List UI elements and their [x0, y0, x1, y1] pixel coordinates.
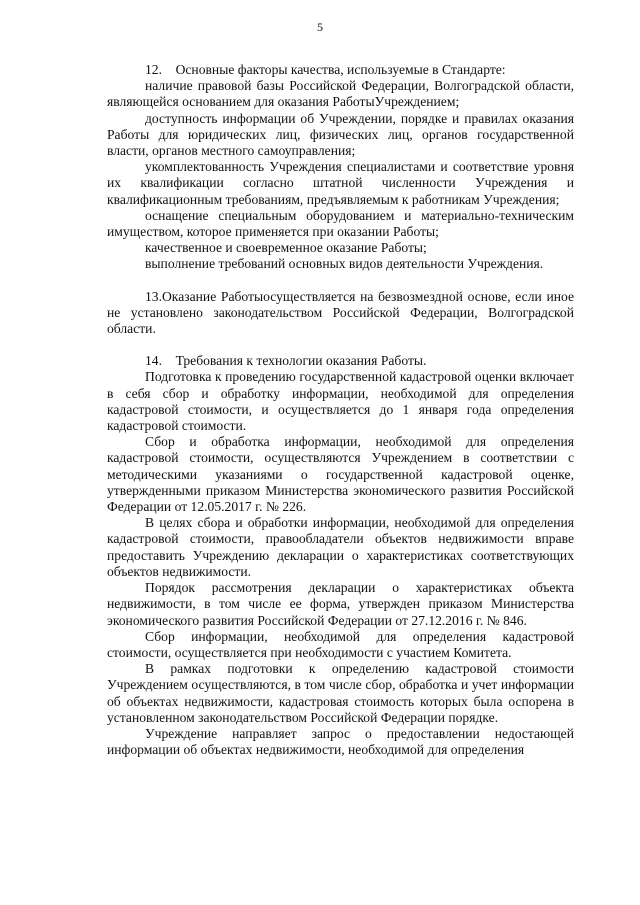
section-12-item: оснащение специальным оборудованием и материально-техническим имуществом, которое применяется при оказании Работы;	[107, 207, 574, 240]
page-number: 5	[317, 20, 323, 34]
section-12-heading: 12. Основные факторы качества, используемые в Стандарте:	[145, 62, 506, 77]
section-12-item: доступность информации об Учреждении, порядке и правилах оказания Работы для юридических лиц, физических лиц, органов государственной власти, органов местного самоуправления;	[107, 110, 574, 159]
section-14-paragraph: В целях сбора и обработки информации, необходимой для определения кадастровой стоимости, правообладатели объектов недвижимости вправе предоставить Учреждению декларации о характеристиках соответствующих объектов недвижимости.	[107, 515, 574, 579]
section-14-paragraph: Сбор и обработка информации, необходимой для определения кадастровой стоимости, осуществляются Учреждением в соответствии с методическими указаниями о государственной кадастровой оценке, утвержденными приказом Министерства экономического развития Российской Федерации от 12.05.2017 г. № 226.	[107, 434, 574, 515]
section-14-paragraph: Подготовка к проведению государственной кадастровой оценки включает в себя сбор и обработку информации, необходимой для определения кадастровой стоимости, и осуществляется до 1 января года определения кадастровой стоимости.	[107, 369, 574, 434]
paragraph-gap	[107, 337, 574, 353]
section-14-paragraph: Сбор информации, необходимой для определения кадастровой стоимости, осуществляется при необходимости с участием Комитета.	[107, 628, 574, 660]
section-12	[107, 62, 574, 273]
section-14-paragraph: Учреждение направляет запрос о предоставлении недостающей информации об объектах недвижимости, необходимой для определения	[107, 725, 574, 758]
section-12-item: укомплектованность Учреждения специалистами и соответствие уровня их квалификации согласно штатной численности Учреждения и квалификационным требованиям, предъявляемым к работникам Учреждения;	[107, 159, 574, 207]
section-12-item: выполнение требований основных видов деятельности Учреждения.	[145, 256, 544, 272]
section-14-paragraph: В рамках подготовки к определению кадастровой стоимости Учреждением осуществляются, в том числе сбор, обработка и учет информации об объектах недвижимости, кадастровая стоимость которых была оспорена в установленном законодательством Российской Федерации порядке.	[107, 661, 574, 725]
section-14-heading: 14. Требования к технологии оказания Работы.	[145, 353, 427, 369]
section-12-item: качественное и своевременное оказание Работы;	[145, 240, 427, 256]
section-14	[107, 353, 574, 758]
section-12-item: наличие правовой базы Российской Федерации, Волгоградской области, являющейся основанием для оказания РаботыУчреждением;	[107, 78, 574, 110]
section-14-paragraph: Порядок рассмотрения декларации о характеристиках объекта недвижимости, в том числе ее форма, утвержден приказом Министерства экономического развития Российской Федерации от 27.12.2016 г. № 846.	[107, 580, 574, 628]
section-13	[107, 289, 574, 338]
paragraph-gap	[107, 273, 574, 289]
section-13-text: 13.Оказание Работыосуществляется на безвозмездной основе, если иное не установлено законодательством Российской Федерации, Волгоградской области.	[107, 288, 574, 337]
document-body	[107, 62, 574, 758]
